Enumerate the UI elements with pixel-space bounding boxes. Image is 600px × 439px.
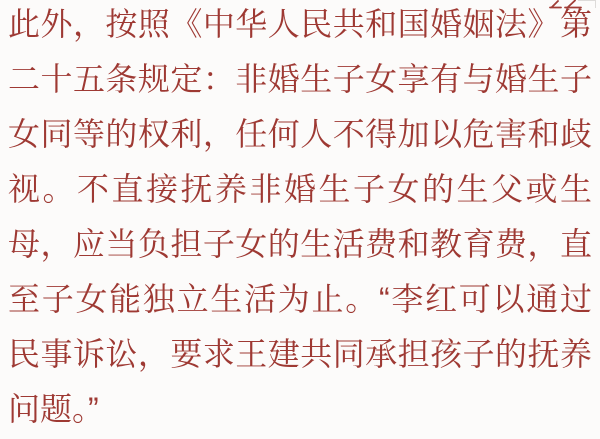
text-line-4: 视。不直接抚养非婚生子女的生父或生	[8, 171, 592, 207]
corner-border-artifact	[578, 0, 596, 8]
text-line-8: 问题。”	[8, 391, 99, 427]
text-line-5: 母，应当负担子女的生活费和教育费，直	[8, 226, 592, 262]
text-line-7: 民事诉讼，要求王建共同承担孩子的抚养	[8, 336, 592, 372]
text-line-2: 二十五条规定：非婚生子女享有与婚生子	[8, 61, 592, 97]
text-line-1: 此外，按照《中华人民共和国婚姻法》第	[8, 6, 592, 42]
text-line-3: 女同等的权利，任何人不得加以危害和歧	[8, 116, 592, 152]
text-line-6: 至子女能独立生活为止。“李红可以通过	[8, 281, 592, 317]
